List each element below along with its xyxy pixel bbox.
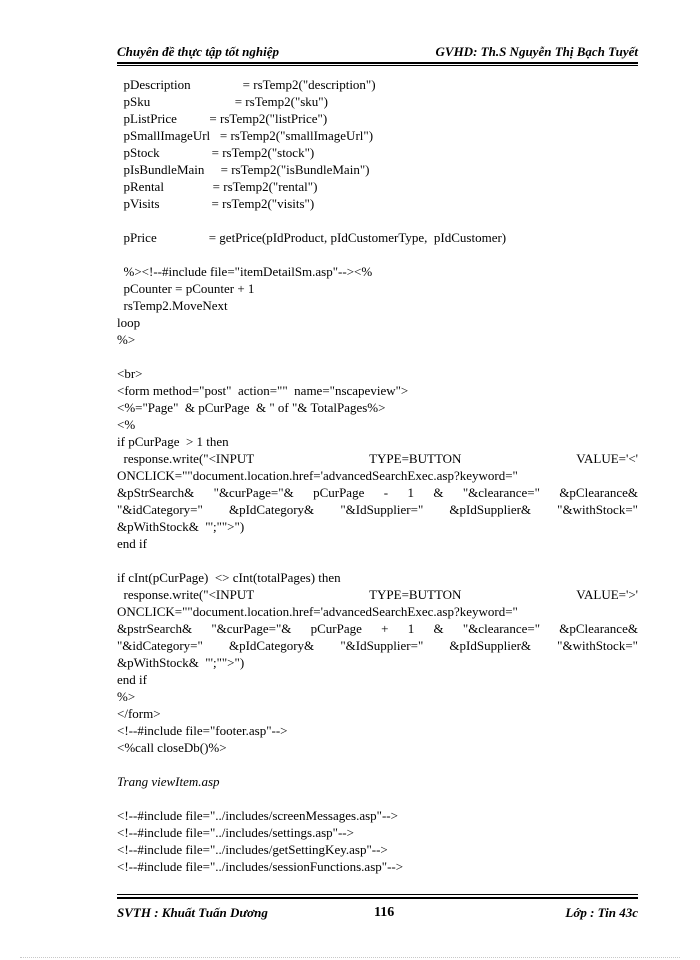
code-line: pVisits = rsTemp2("visits") [117, 196, 315, 211]
code-token: "&clearance=" [462, 621, 541, 636]
code-line: <%call closeDb()%> [117, 740, 227, 755]
code-line: </form> [117, 706, 161, 721]
code-listing [117, 76, 638, 875]
code-token: "&withStock=" [557, 638, 638, 653]
header-title: Chuyên đề thực tập tốt nghiệp [117, 44, 279, 59]
code-line: pCounter = pCounter + 1 [117, 281, 255, 296]
include-block [117, 807, 638, 875]
code-line: rsTemp2.MoveNext [117, 298, 228, 313]
code-line: pSmallImageUrl = rsTemp2("smallImageUrl") [117, 128, 374, 143]
code-line: %> [117, 689, 136, 704]
code-token: VALUE='<' [576, 451, 638, 466]
code-line: &pWithStock& "';"">") [117, 519, 245, 534]
code-line: <%="Page" & pCurPage & " of "& TotalPages%> [117, 400, 386, 415]
code-token: "&withStock=" [557, 502, 638, 517]
code-line: pPrice = getPrice(pIdProduct, pIdCustomerType, pIdCustomer) [117, 230, 507, 245]
code-token: response.write("<INPUT [117, 587, 255, 602]
blank-line [117, 756, 638, 773]
code-token: VALUE='>' [576, 587, 638, 602]
code-line: <form method="post" action="" name="nscapeview"> [117, 383, 409, 398]
blank-line [117, 246, 638, 263]
code-line: <!--#include file="../includes/settings.asp"--> [117, 825, 354, 840]
code-token: + [381, 621, 389, 636]
code-line: %> [117, 332, 136, 347]
code-token: - [383, 485, 389, 500]
code-token: 1 [407, 621, 415, 636]
code-line: <!--#include file="../includes/getSettingKey.asp"--> [117, 842, 388, 857]
code-line: pRental = rsTemp2("rental") [117, 179, 318, 194]
code-line: <% [117, 417, 136, 432]
code-line: pSku = rsTemp2("sku") [117, 94, 328, 109]
code-token: "&idCategory=" [117, 638, 203, 653]
code-line: end if [117, 672, 147, 687]
header-rule [117, 62, 638, 64]
blank-line [117, 348, 638, 365]
code-line [117, 450, 638, 467]
footer-rule [117, 897, 638, 899]
code-token: pCurPage [313, 485, 365, 500]
code-token: pCurPage [310, 621, 362, 636]
code-line: <br> [117, 366, 143, 381]
code-token: 1 [407, 485, 414, 500]
code-token: "&curPage="& [213, 485, 294, 500]
code-token: ONCLICK=""document.location.href='advancedSearchExec.asp?keyword=" [117, 604, 518, 619]
code-block-prev [117, 467, 638, 518]
code-line: %><!--#include file="itemDetailSm.asp"--><% [117, 264, 373, 279]
code-line: <!--#include file="footer.asp"--> [117, 723, 288, 738]
code-token: "&clearance=" [462, 485, 540, 500]
footer-rule-thin [117, 894, 638, 895]
code-token: & [433, 485, 444, 500]
code-token: &pIdCategory& [228, 638, 315, 653]
code-token: &pIdCategory& [228, 502, 315, 517]
code-token: &pstrSearch& [117, 621, 193, 636]
code-token: &pClearance& [559, 621, 638, 636]
page-footer [117, 903, 638, 923]
code-token: &pIdSupplier& [449, 638, 532, 653]
code-line: end if [117, 536, 147, 551]
header-supervisor: GVHD: Th.S Nguyễn Thị Bạch Tuyết [435, 44, 638, 59]
footer-class: Lớp : Tin 43c [565, 905, 638, 920]
section-caption: Trang viewItem.asp [117, 774, 220, 789]
code-line [117, 501, 638, 518]
code-line [117, 467, 638, 484]
code-line [117, 586, 638, 603]
footer-student: SVTH : Khuất Tuấn Dương [117, 905, 268, 920]
code-line: pDescription = rsTemp2("description") [117, 77, 376, 92]
code-line [117, 637, 638, 654]
code-line: pListPrice = rsTemp2("listPrice") [117, 111, 328, 126]
code-block-tail [117, 688, 638, 756]
code-line: &pWithStock& "';"">") [117, 655, 245, 670]
blank-line [117, 552, 638, 569]
code-line: if pCurPage > 1 then [117, 434, 229, 449]
code-block-next [117, 603, 638, 654]
code-line: <!--#include file="../includes/screenMessages.asp"--> [117, 808, 398, 823]
page-number: 116 [374, 905, 395, 920]
code-line [117, 603, 638, 620]
code-line [117, 620, 638, 637]
code-block-top [117, 76, 638, 450]
code-token: response.write("<INPUT [117, 451, 255, 466]
code-line [117, 484, 638, 501]
code-line: if cInt(pCurPage) <> cInt(totalPages) then [117, 570, 341, 585]
blank-line [117, 790, 638, 807]
code-token: &pIdSupplier& [449, 502, 532, 517]
code-token: &pStrSearch& [117, 485, 195, 500]
code-token: TYPE=BUTTON [369, 587, 462, 602]
code-line: loop [117, 315, 141, 330]
code-token: TYPE=BUTTON [369, 451, 462, 466]
code-line: pIsBundleMain = rsTemp2("isBundleMain") [117, 162, 370, 177]
code-token: ONCLICK=""document.location.href='advancedSearchExec.asp?keyword=" [117, 468, 518, 483]
code-token: "&IdSupplier=" [340, 502, 424, 517]
header-rule-thin [117, 65, 638, 66]
page-header [117, 38, 638, 60]
code-line: pStock = rsTemp2("stock") [117, 145, 315, 160]
code-token: "&curPage="& [211, 621, 292, 636]
code-token: "&IdSupplier=" [340, 638, 424, 653]
code-line: <!--#include file="../includes/sessionFunctions.asp"--> [117, 859, 404, 874]
code-token: "&idCategory=" [117, 502, 203, 517]
blank-line [117, 212, 638, 229]
page-edge-dotted-line [20, 957, 680, 958]
code-token: & [433, 621, 444, 636]
code-token: &pClearance& [559, 485, 638, 500]
